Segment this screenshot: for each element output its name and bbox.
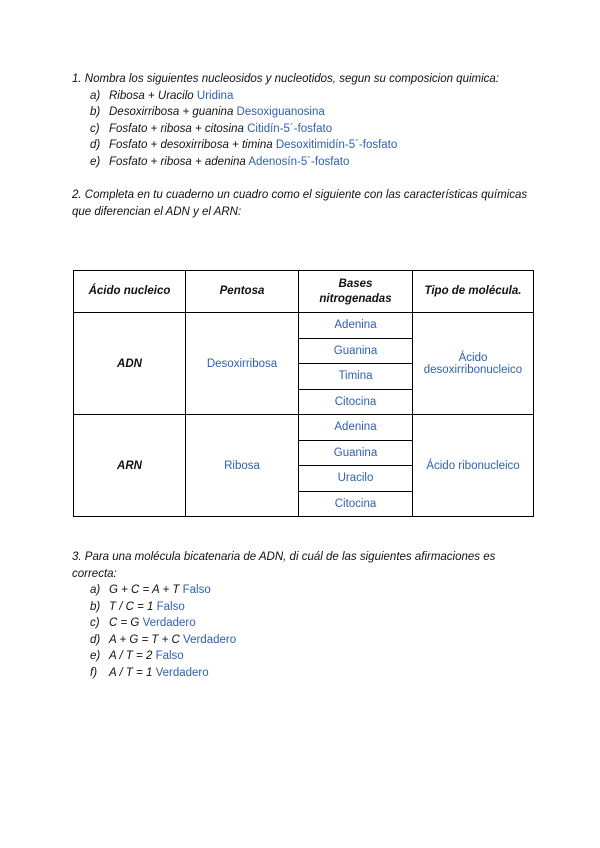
list-item bbox=[72, 665, 542, 682]
item-answer: Uridina bbox=[196, 89, 234, 102]
item-marker: c) bbox=[90, 122, 100, 135]
item-statement: Fosfato + ribosa + adenina bbox=[109, 155, 246, 168]
item-statement: T / C = 1 bbox=[109, 600, 154, 613]
question-2-title: 2. Completa en tu cuaderno un cuadro como el siguiente con las características químicas que diferencian el ADN y el ARN: bbox=[72, 189, 528, 218]
item-statement: Desoxirribosa + guanina bbox=[109, 106, 234, 118]
list-item bbox=[72, 137, 542, 154]
cell-base: Guanina bbox=[299, 440, 413, 466]
question-1 bbox=[72, 71, 542, 170]
item-marker: a) bbox=[90, 584, 101, 596]
cell-base: Adenina bbox=[299, 415, 413, 441]
item-answer: Adenosín-5´-fosfato bbox=[248, 155, 350, 168]
cell-pentose: Desoxirribosa bbox=[186, 313, 299, 415]
list-item bbox=[72, 121, 542, 138]
cell-acid: ADN bbox=[74, 313, 186, 415]
item-answer: Verdadero bbox=[155, 666, 209, 679]
list-item bbox=[72, 88, 542, 105]
question-3-list bbox=[72, 582, 542, 681]
cell-base: Timina bbox=[299, 364, 413, 390]
item-marker: e) bbox=[90, 650, 101, 662]
list-item bbox=[72, 104, 542, 121]
item-statement: Ribosa + Uracilo bbox=[109, 89, 194, 102]
item-marker: d) bbox=[90, 139, 101, 151]
header-molecule-type: Tipo de molécula. bbox=[413, 271, 534, 313]
item-marker: d) bbox=[90, 633, 101, 646]
item-statement: C = G bbox=[109, 617, 140, 629]
list-item bbox=[72, 599, 542, 616]
item-statement: A / T = 1 bbox=[109, 666, 153, 679]
item-marker: b) bbox=[90, 106, 101, 118]
item-answer: Verdadero bbox=[183, 633, 237, 646]
cell-base: Guanina bbox=[299, 338, 413, 364]
item-answer: Verdadero bbox=[142, 617, 196, 629]
header-bases: Bases nitrogenadas bbox=[299, 271, 413, 313]
nucleic-acid-table bbox=[73, 270, 534, 517]
item-answer: Desoxiguanosina bbox=[236, 106, 325, 118]
list-item bbox=[72, 632, 542, 649]
question-1-title: 1. Nombra los siguientes nucleosidos y nucleotidos, segun su composicion quimica: bbox=[72, 73, 500, 85]
item-answer: Falso bbox=[156, 600, 185, 613]
item-answer: Falso bbox=[155, 650, 184, 662]
cell-base: Citocina bbox=[299, 389, 413, 415]
item-statement: Fosfato + desoxirribosa + timina bbox=[109, 139, 273, 151]
cell-acid: ARN bbox=[74, 415, 186, 517]
item-answer: Desoxitimidín-5´-fosfato bbox=[275, 139, 398, 151]
item-marker: f) bbox=[90, 666, 98, 679]
cell-pentose: Ribosa bbox=[186, 415, 299, 517]
item-statement: Fosfato + ribosa + citosina bbox=[109, 122, 244, 135]
item-marker: e) bbox=[90, 155, 101, 168]
list-item bbox=[72, 154, 542, 171]
cell-molecule-type: Ácido ribonucleico bbox=[413, 415, 534, 517]
item-statement: G + C = A + T bbox=[109, 584, 183, 596]
table-header-row bbox=[74, 271, 534, 313]
table-row bbox=[74, 415, 534, 441]
question-3-title: 3. Para una molécula bicatenaria de ADN, di cuál de las siguientes afirmaciones es correcta: bbox=[72, 551, 496, 580]
cell-base: Citocina bbox=[299, 491, 413, 517]
list-item bbox=[72, 582, 542, 599]
item-statement: A + G = T + C bbox=[109, 633, 180, 646]
cell-molecule-type: Ácido desoxirribonucleico bbox=[413, 313, 534, 415]
header-nucleic-acid: Ácido nucleico bbox=[74, 271, 186, 313]
item-answer: Citidín-5´-fosfato bbox=[247, 122, 333, 135]
question-3 bbox=[72, 549, 542, 681]
item-statement: A / T = 2 bbox=[109, 650, 153, 662]
question-2 bbox=[72, 187, 542, 220]
header-pentose: Pentosa bbox=[186, 271, 299, 313]
item-answer: Falso bbox=[182, 584, 211, 596]
cell-base: Adenina bbox=[299, 313, 413, 339]
item-marker: b) bbox=[90, 600, 101, 613]
cell-base: Uracilo bbox=[299, 466, 413, 492]
item-marker: c) bbox=[90, 617, 100, 629]
table-row bbox=[74, 313, 534, 339]
list-item bbox=[72, 648, 542, 665]
question-1-list bbox=[72, 88, 542, 171]
item-marker: a) bbox=[90, 89, 101, 102]
list-item bbox=[72, 615, 542, 632]
